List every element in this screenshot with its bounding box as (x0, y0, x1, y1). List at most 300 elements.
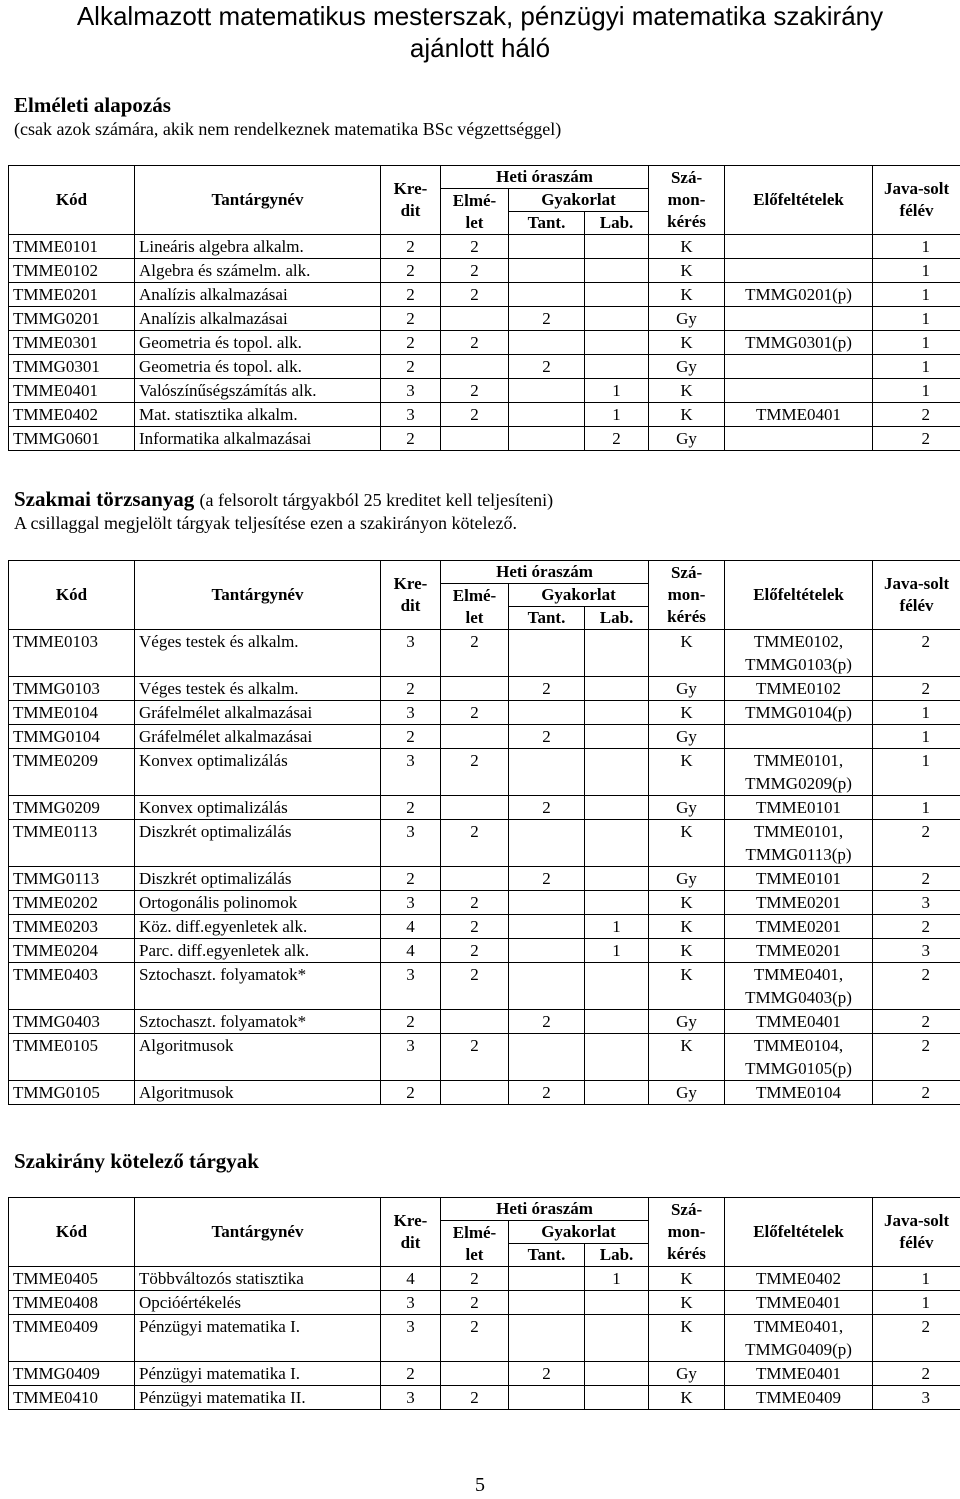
cell-tant (509, 630, 585, 677)
cell-elmelet: 2 (441, 963, 509, 1010)
header-gyakorlat: Gyakorlat (509, 189, 649, 212)
header-heti-oraszam: Heti óraszám (441, 1198, 649, 1221)
cell-lab (585, 1291, 649, 1315)
cell-elmelet: 2 (441, 1386, 509, 1410)
cell-kredit: 2 (381, 355, 441, 379)
cell-lab (585, 1081, 649, 1105)
cell-elmelet (441, 725, 509, 749)
header-tantargynev: Tantárgynév (135, 166, 381, 235)
cell-lab (585, 796, 649, 820)
cell-szamonkeres: K (649, 235, 725, 259)
table-row (9, 939, 960, 963)
cell-javasolt: 2 (873, 963, 960, 1010)
table-header-row (9, 166, 960, 189)
cell-tantargynev: Többváltozós statisztika (135, 1267, 381, 1291)
cell-lab (585, 259, 649, 283)
cell-elofeltetelek: TMME0201 (725, 939, 873, 963)
cell-lab (585, 701, 649, 725)
header-javasolt-felev: Java-solt félév (873, 1198, 960, 1267)
header-elmelet: Elmé-let (441, 584, 509, 630)
header-gyakorlat: Gyakorlat (509, 1221, 649, 1244)
cell-kredit: 2 (381, 867, 441, 891)
cell-lab (585, 963, 649, 1010)
header-kredit: Kre-dit (381, 166, 441, 235)
cell-javasolt: 1 (873, 283, 960, 307)
cell-lab: 1 (585, 915, 649, 939)
cell-kredit: 2 (381, 331, 441, 355)
course-table-2 (8, 560, 960, 1105)
cell-kredit: 3 (381, 630, 441, 677)
cell-kod: TMME0102 (9, 259, 135, 283)
cell-elofeltetelek: TMMG0301(p) (725, 331, 873, 355)
cell-kredit: 2 (381, 235, 441, 259)
cell-szamonkeres: K (649, 963, 725, 1010)
cell-kod: TMME0401 (9, 379, 135, 403)
cell-szamonkeres: Gy (649, 677, 725, 701)
table-row (9, 235, 960, 259)
cell-elmelet (441, 427, 509, 451)
cell-tant: 2 (509, 677, 585, 701)
cell-tant (509, 701, 585, 725)
header-lab: Lab. (585, 212, 649, 235)
cell-tantargynev: Mat. statisztika alkalm. (135, 403, 381, 427)
cell-tant (509, 259, 585, 283)
cell-szamonkeres: K (649, 1386, 725, 1410)
cell-elmelet: 2 (441, 891, 509, 915)
cell-kredit: 2 (381, 1362, 441, 1386)
cell-szamonkeres: Gy (649, 725, 725, 749)
cell-szamonkeres: Gy (649, 796, 725, 820)
cell-javasolt: 1 (873, 259, 960, 283)
section-2-heading-note: (a felsorolt tárgyakból 25 kreditet kell teljesíteni) (199, 490, 554, 510)
section-3-heading-block (14, 1148, 259, 1174)
table-row (9, 677, 960, 701)
cell-szamonkeres: K (649, 1315, 725, 1362)
cell-tantargynev: Konvex optimalizálás (135, 796, 381, 820)
cell-tantargynev: Pénzügyi matematika II. (135, 1386, 381, 1410)
cell-elofeltetelek: TMME0401 (725, 1291, 873, 1315)
cell-szamonkeres: K (649, 1267, 725, 1291)
table-row (9, 749, 960, 796)
cell-tant: 2 (509, 867, 585, 891)
cell-tantargynev: Algoritmusok (135, 1081, 381, 1105)
cell-elmelet (441, 355, 509, 379)
section-2-heading-block (14, 487, 553, 534)
cell-elofeltetelek: TMME0409 (725, 1386, 873, 1410)
cell-tantargynev: Geometria és topol. alk. (135, 331, 381, 355)
header-elmelet: Elmé-let (441, 1221, 509, 1267)
cell-tantargynev: Sztochaszt. folyamatok* (135, 1010, 381, 1034)
cell-elmelet: 2 (441, 1315, 509, 1362)
cell-javasolt: 2 (873, 1315, 960, 1362)
cell-tantargynev: Analízis alkalmazásai (135, 307, 381, 331)
table-row (9, 701, 960, 725)
cell-szamonkeres: K (649, 331, 725, 355)
cell-tant: 2 (509, 307, 585, 331)
cell-elofeltetelek (725, 379, 873, 403)
table-row (9, 379, 960, 403)
cell-kredit: 2 (381, 1010, 441, 1034)
cell-lab: 1 (585, 379, 649, 403)
cell-kredit: 3 (381, 701, 441, 725)
cell-elmelet (441, 1010, 509, 1034)
cell-elofeltetelek: TMME0401 (725, 403, 873, 427)
cell-javasolt: 2 (873, 1034, 960, 1081)
cell-szamonkeres: K (649, 259, 725, 283)
cell-tantargynev: Valószínűségszámítás alk. (135, 379, 381, 403)
title-line-2: ajánlott háló (409, 33, 551, 63)
cell-elmelet: 2 (441, 235, 509, 259)
cell-lab (585, 867, 649, 891)
cell-tantargynev: Informatika alkalmazásai (135, 427, 381, 451)
cell-lab: 2 (585, 427, 649, 451)
cell-szamonkeres: K (649, 283, 725, 307)
cell-tantargynev: Köz. diff.egyenletek alk. (135, 915, 381, 939)
title-line-1: Alkalmazott matematikus mesterszak, pénzügyi matematika szakirány (76, 1, 884, 31)
cell-kredit: 4 (381, 915, 441, 939)
cell-tantargynev: Pénzügyi matematika I. (135, 1315, 381, 1362)
section-2-heading: Szakmai törzsanyag (14, 487, 195, 511)
cell-elofeltetelek: TMME0101, TMMG0209(p) (725, 749, 873, 796)
table-row (9, 1267, 960, 1291)
cell-lab (585, 630, 649, 677)
cell-tantargynev: Opcióértékelés (135, 1291, 381, 1315)
cell-javasolt: 2 (873, 1010, 960, 1034)
cell-elofeltetelek (725, 355, 873, 379)
cell-tant: 2 (509, 1362, 585, 1386)
cell-szamonkeres: K (649, 915, 725, 939)
cell-szamonkeres: K (649, 891, 725, 915)
header-szamonkeres: Szá-mon-kérés (649, 561, 725, 630)
cell-elofeltetelek: TMMG0201(p) (725, 283, 873, 307)
header-javasolt-felev: Java-solt félév (873, 561, 960, 630)
cell-javasolt: 2 (873, 427, 960, 451)
cell-tant (509, 820, 585, 867)
cell-javasolt: 1 (873, 379, 960, 403)
cell-javasolt: 3 (873, 939, 960, 963)
cell-elofeltetelek: TMME0104, TMMG0105(p) (725, 1034, 873, 1081)
cell-kod: TMMG0201 (9, 307, 135, 331)
cell-lab (585, 891, 649, 915)
header-heti-oraszam: Heti óraszám (441, 166, 649, 189)
cell-elofeltetelek: TMME0101, TMMG0113(p) (725, 820, 873, 867)
cell-tantargynev: Lineáris algebra alkalm. (135, 235, 381, 259)
cell-tant: 2 (509, 355, 585, 379)
header-heti-oraszam: Heti óraszám (441, 561, 649, 584)
cell-javasolt: 1 (873, 1291, 960, 1315)
cell-kredit: 3 (381, 1034, 441, 1081)
cell-tantargynev: Pénzügyi matematika I. (135, 1362, 381, 1386)
cell-elofeltetelek: TMME0101 (725, 867, 873, 891)
cell-elmelet: 2 (441, 630, 509, 677)
table-row (9, 820, 960, 867)
cell-javasolt: 1 (873, 331, 960, 355)
cell-lab (585, 235, 649, 259)
cell-kredit: 2 (381, 1081, 441, 1105)
table-row (9, 259, 960, 283)
table-row (9, 1034, 960, 1081)
table-row (9, 1010, 960, 1034)
cell-kredit: 3 (381, 820, 441, 867)
cell-kod: TMME0104 (9, 701, 135, 725)
course-table-3 (8, 1197, 960, 1410)
table-row (9, 1291, 960, 1315)
table-header-row (9, 561, 960, 584)
table-row (9, 331, 960, 355)
cell-lab: 1 (585, 939, 649, 963)
cell-kredit: 2 (381, 283, 441, 307)
table-row (9, 403, 960, 427)
cell-javasolt: 2 (873, 1081, 960, 1105)
section-2-heading-line (14, 487, 553, 512)
table-row (9, 963, 960, 1010)
cell-elmelet: 2 (441, 915, 509, 939)
cell-tantargynev: Analízis alkalmazásai (135, 283, 381, 307)
cell-szamonkeres: K (649, 939, 725, 963)
cell-elmelet: 2 (441, 1291, 509, 1315)
cell-elofeltetelek (725, 259, 873, 283)
cell-kod: TMMG0601 (9, 427, 135, 451)
table-row (9, 307, 960, 331)
cell-kod: TMME0403 (9, 963, 135, 1010)
cell-javasolt: 3 (873, 891, 960, 915)
cell-lab (585, 725, 649, 749)
cell-javasolt: 1 (873, 235, 960, 259)
cell-szamonkeres: Gy (649, 427, 725, 451)
cell-szamonkeres: Gy (649, 355, 725, 379)
page-number: 5 (475, 1474, 485, 1496)
section-1-heading-block (14, 92, 561, 140)
cell-elmelet: 2 (441, 1267, 509, 1291)
cell-kod: TMME0203 (9, 915, 135, 939)
cell-tant (509, 1315, 585, 1362)
cell-javasolt: 2 (873, 677, 960, 701)
cell-tantargynev: Véges testek és alkalm. (135, 677, 381, 701)
page-title (0, 0, 960, 64)
cell-kod: TMME0103 (9, 630, 135, 677)
cell-tant (509, 891, 585, 915)
header-tant: Tant. (509, 607, 585, 630)
course-table-1 (8, 165, 960, 451)
cell-elmelet: 2 (441, 259, 509, 283)
cell-elmelet: 2 (441, 701, 509, 725)
cell-tantargynev: Konvex optimalizálás (135, 749, 381, 796)
section-1-heading: Elméleti alapozás (14, 93, 171, 117)
cell-tantargynev: Véges testek és alkalm. (135, 630, 381, 677)
cell-tant (509, 963, 585, 1010)
cell-elofeltetelek: TMME0104 (725, 1081, 873, 1105)
cell-elofeltetelek (725, 725, 873, 749)
cell-lab (585, 1386, 649, 1410)
cell-szamonkeres: K (649, 1034, 725, 1081)
cell-javasolt: 1 (873, 355, 960, 379)
table-row (9, 796, 960, 820)
cell-kredit: 3 (381, 1291, 441, 1315)
cell-kod: TMME0105 (9, 1034, 135, 1081)
header-szamonkeres: Szá-mon-kérés (649, 166, 725, 235)
cell-kod: TMMG0105 (9, 1081, 135, 1105)
section-3-heading: Szakirány kötelező tárgyak (14, 1149, 259, 1173)
cell-szamonkeres: K (649, 701, 725, 725)
cell-elmelet: 2 (441, 1034, 509, 1081)
cell-kredit: 2 (381, 307, 441, 331)
cell-elmelet: 2 (441, 749, 509, 796)
cell-lab (585, 1010, 649, 1034)
cell-tantargynev: Gráfelmélet alkalmazásai (135, 701, 381, 725)
cell-javasolt: 2 (873, 630, 960, 677)
cell-lab (585, 749, 649, 796)
cell-tant: 2 (509, 796, 585, 820)
cell-elmelet (441, 1081, 509, 1105)
cell-kod: TMMG0301 (9, 355, 135, 379)
cell-javasolt: 1 (873, 725, 960, 749)
cell-tant (509, 1267, 585, 1291)
cell-elofeltetelek: TMMG0104(p) (725, 701, 873, 725)
header-elmelet: Elmé-let (441, 189, 509, 235)
cell-kredit: 4 (381, 939, 441, 963)
cell-javasolt: 1 (873, 1267, 960, 1291)
cell-elmelet: 2 (441, 403, 509, 427)
cell-kod: TMMG0104 (9, 725, 135, 749)
cell-tant: 2 (509, 1010, 585, 1034)
table-row (9, 891, 960, 915)
cell-kod: TMMG0103 (9, 677, 135, 701)
cell-lab (585, 1362, 649, 1386)
cell-tantargynev: Gráfelmélet alkalmazásai (135, 725, 381, 749)
cell-kredit: 2 (381, 677, 441, 701)
cell-kod: TMME0101 (9, 235, 135, 259)
cell-tant (509, 1386, 585, 1410)
header-lab: Lab. (585, 1244, 649, 1267)
cell-elofeltetelek: TMME0401, TMMG0409(p) (725, 1315, 873, 1362)
cell-tant: 2 (509, 1081, 585, 1105)
cell-kredit: 3 (381, 403, 441, 427)
table-row (9, 915, 960, 939)
cell-kod: TMME0402 (9, 403, 135, 427)
header-tant: Tant. (509, 212, 585, 235)
cell-elmelet: 2 (441, 379, 509, 403)
table-row (9, 867, 960, 891)
table-row (9, 1386, 960, 1410)
header-kod: Kód (9, 166, 135, 235)
cell-kod: TMMG0403 (9, 1010, 135, 1034)
cell-elmelet: 2 (441, 331, 509, 355)
cell-szamonkeres: K (649, 1291, 725, 1315)
cell-tant (509, 331, 585, 355)
cell-tantargynev: Parc. diff.egyenletek alk. (135, 939, 381, 963)
cell-kod: TMME0204 (9, 939, 135, 963)
cell-tant (509, 939, 585, 963)
cell-lab (585, 283, 649, 307)
cell-szamonkeres: Gy (649, 307, 725, 331)
cell-tantargynev: Sztochaszt. folyamatok* (135, 963, 381, 1010)
cell-tantargynev: Geometria és topol. alk. (135, 355, 381, 379)
header-tant: Tant. (509, 1244, 585, 1267)
table-row (9, 1081, 960, 1105)
header-elofeltetelek: Előfeltételek (725, 166, 873, 235)
cell-elmelet: 2 (441, 820, 509, 867)
cell-tantargynev: Algoritmusok (135, 1034, 381, 1081)
cell-javasolt: 2 (873, 867, 960, 891)
cell-elofeltetelek: TMME0101 (725, 796, 873, 820)
cell-elofeltetelek: TMME0402 (725, 1267, 873, 1291)
cell-tant (509, 379, 585, 403)
cell-szamonkeres: K (649, 749, 725, 796)
cell-elofeltetelek: TMME0201 (725, 915, 873, 939)
cell-javasolt: 1 (873, 796, 960, 820)
cell-kredit: 4 (381, 1267, 441, 1291)
cell-kod: TMME0209 (9, 749, 135, 796)
cell-elmelet (441, 796, 509, 820)
cell-tantargynev: Ortogonális polinomok (135, 891, 381, 915)
cell-kod: TMME0410 (9, 1386, 135, 1410)
cell-elofeltetelek: TMME0102 (725, 677, 873, 701)
cell-javasolt: 2 (873, 915, 960, 939)
cell-lab (585, 820, 649, 867)
header-kredit: Kre-dit (381, 561, 441, 630)
table-row (9, 427, 960, 451)
cell-javasolt: 2 (873, 403, 960, 427)
cell-kredit: 3 (381, 1386, 441, 1410)
header-kod: Kód (9, 1198, 135, 1267)
cell-javasolt: 2 (873, 1362, 960, 1386)
cell-elofeltetelek (725, 307, 873, 331)
header-tantargynev: Tantárgynév (135, 1198, 381, 1267)
cell-szamonkeres: Gy (649, 1362, 725, 1386)
cell-elmelet: 2 (441, 283, 509, 307)
cell-kredit: 3 (381, 963, 441, 1010)
cell-lab (585, 677, 649, 701)
header-lab: Lab. (585, 607, 649, 630)
cell-tantargynev: Diszkrét optimalizálás (135, 820, 381, 867)
cell-lab: 1 (585, 1267, 649, 1291)
cell-kod: TMME0405 (9, 1267, 135, 1291)
cell-kod: TMME0202 (9, 891, 135, 915)
cell-kod: TMME0201 (9, 283, 135, 307)
cell-tant (509, 403, 585, 427)
cell-kredit: 3 (381, 1315, 441, 1362)
cell-lab (585, 1315, 649, 1362)
cell-tant (509, 283, 585, 307)
cell-elofeltetelek: TMME0401, TMMG0403(p) (725, 963, 873, 1010)
cell-lab (585, 307, 649, 331)
table-row (9, 283, 960, 307)
table-row (9, 1315, 960, 1362)
header-javasolt-felev: Java-solt félév (873, 166, 960, 235)
cell-szamonkeres: K (649, 379, 725, 403)
header-kredit: Kre-dit (381, 1198, 441, 1267)
header-tantargynev: Tantárgynév (135, 561, 381, 630)
cell-elofeltetelek (725, 235, 873, 259)
cell-elmelet (441, 307, 509, 331)
table-header-row (9, 1198, 960, 1221)
cell-kod: TMME0113 (9, 820, 135, 867)
cell-elmelet: 2 (441, 939, 509, 963)
table-row (9, 355, 960, 379)
header-szamonkeres: Szá-mon-kérés (649, 1198, 725, 1267)
cell-elofeltetelek: TMME0102, TMMG0103(p) (725, 630, 873, 677)
cell-kredit: 3 (381, 379, 441, 403)
cell-tantargynev: Algebra és számelm. alk. (135, 259, 381, 283)
cell-szamonkeres: K (649, 630, 725, 677)
cell-kod: TMME0301 (9, 331, 135, 355)
cell-kredit: 3 (381, 891, 441, 915)
cell-kod: TMMG0209 (9, 796, 135, 820)
cell-elmelet (441, 867, 509, 891)
cell-kod: TMME0409 (9, 1315, 135, 1362)
table-row (9, 725, 960, 749)
cell-tant (509, 749, 585, 796)
